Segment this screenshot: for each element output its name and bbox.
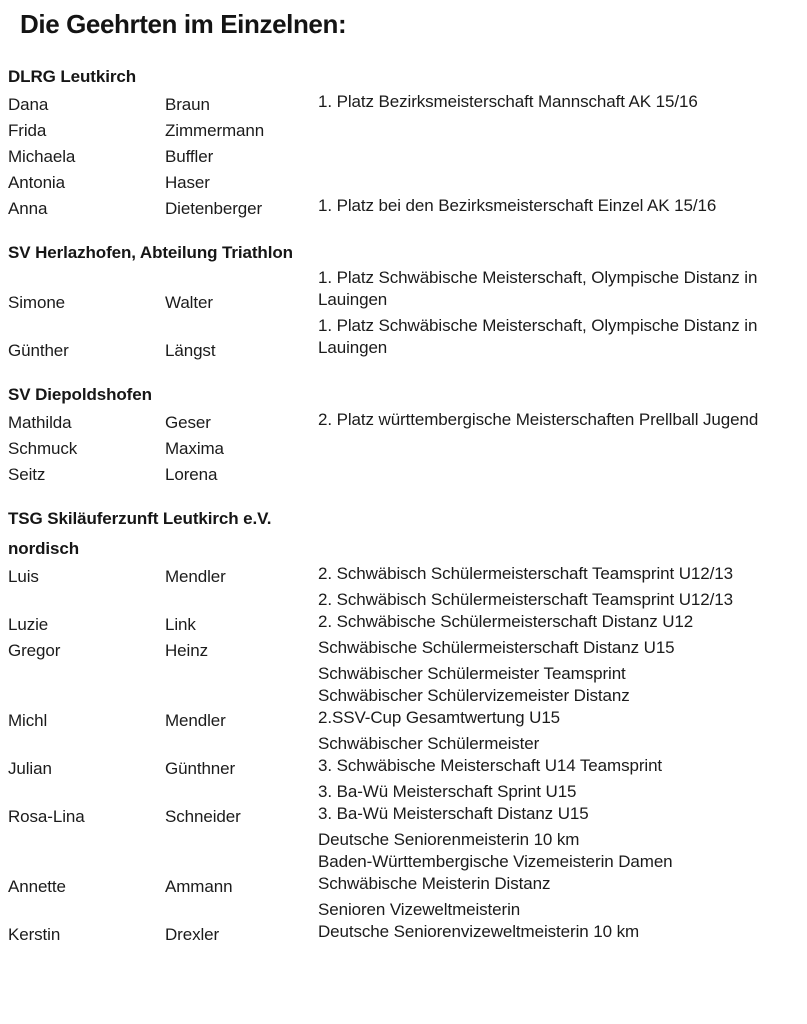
achievement: Baden-Württembergische Vizemeisterin Damen — [318, 852, 673, 871]
achievement: 3. Ba-Wü Meisterschaft Sprint U15 — [318, 782, 577, 801]
last-name: Mendler — [165, 711, 226, 730]
achievement: 1. Platz bei den Bezirksmeisterschaft Einzel AK 15/16 — [318, 196, 717, 215]
last-name: Maxima — [165, 439, 224, 458]
last-name: Lorena — [165, 465, 218, 484]
first-name: Michl — [8, 711, 48, 730]
first-name: Antonia — [8, 173, 65, 192]
club-section — [8, 384, 805, 486]
achievement: 3. Ba-Wü Meisterschaft Distanz U15 — [318, 804, 589, 823]
club-name-heading: DLRG Leutkirch — [8, 67, 137, 86]
club-section — [8, 66, 805, 220]
achievement: Schwäbischer Schülermeister Teamsprint — [318, 664, 626, 683]
page-title: Die Geehrten im Einzelnen: — [20, 9, 347, 39]
first-name: Mathilda — [8, 413, 72, 432]
achievement: 1. Platz Bezirksmeisterschaft Mannschaft AK 15/16 — [318, 92, 698, 111]
first-name: Seitz — [8, 465, 46, 484]
achievement: Schwäbischer Schülervizemeister Distanz — [318, 686, 630, 705]
last-name: Haser — [165, 173, 210, 192]
achievement-list — [318, 663, 805, 729]
achievement-list — [318, 195, 805, 217]
honoree-row — [8, 270, 805, 314]
first-name: Dana — [8, 95, 49, 114]
last-name: Drexler — [165, 925, 220, 944]
achievement: Schwäbischer Schülermeister — [318, 734, 540, 753]
achievement: 1. Platz Schwäbische Meisterschaft, Olympische Distanz in Lauingen — [318, 268, 758, 309]
achievement-list — [318, 267, 805, 311]
club-section — [8, 242, 805, 362]
last-name: Dietenberger — [165, 199, 263, 218]
achievement-list — [318, 315, 805, 359]
honoree-row — [8, 464, 805, 486]
first-name: Frida — [8, 121, 47, 140]
honoree-row — [8, 412, 805, 434]
achievement-list — [318, 829, 805, 895]
achievement: 2.SSV-Cup Gesamtwertung U15 — [318, 708, 561, 727]
first-name: Luzie — [8, 615, 49, 634]
first-name: Julian — [8, 759, 52, 778]
honoree-sections — [8, 66, 805, 946]
achievement: Senioren Vizeweltmeisterin — [318, 900, 521, 919]
achievement-list — [318, 563, 805, 585]
achievement: Schwäbische Meisterin Distanz — [318, 874, 551, 893]
honoree-row — [8, 902, 805, 946]
honoree-list — [8, 270, 805, 362]
honoree-list — [8, 412, 805, 486]
first-name: Luis — [8, 567, 39, 586]
honoree-row — [8, 784, 805, 828]
last-name: Schneider — [165, 807, 241, 826]
club-name-heading: SV Diepoldshofen — [8, 385, 152, 404]
last-name: Heinz — [165, 641, 208, 660]
achievement-list — [318, 589, 805, 633]
achievement-list — [318, 409, 805, 431]
honoree-row — [8, 640, 805, 662]
achievement: Deutsche Seniorenvizeweltmeisterin 10 km — [318, 922, 640, 941]
achievement: 1. Platz Schwäbische Meisterschaft, Olympische Distanz in Lauingen — [318, 316, 758, 357]
club-name-heading: SV Herlazhofen, Abteilung Triathlon — [8, 243, 293, 262]
honoree-row — [8, 736, 805, 780]
achievement: 3. Schwäbische Meisterschaft U14 Teamsprint — [318, 756, 663, 775]
honoree-row — [8, 438, 805, 460]
last-name: Walter — [165, 293, 213, 312]
honoree-row — [8, 318, 805, 362]
honoree-row — [8, 832, 805, 898]
achievement-list — [318, 899, 805, 943]
last-name: Link — [165, 615, 196, 634]
honoree-list — [8, 566, 805, 946]
first-name: Gregor — [8, 641, 61, 660]
first-name: Günther — [8, 341, 69, 360]
achievement-list — [318, 781, 805, 825]
discipline-subheading: nordisch — [8, 539, 79, 558]
honoree-row — [8, 666, 805, 732]
last-name: Buffler — [165, 147, 214, 166]
achievement: 2. Platz württembergische Meisterschaften Prellball Jugend — [318, 410, 759, 429]
achievement-list — [318, 733, 805, 777]
last-name: Längst — [165, 341, 216, 360]
club-name-heading: TSG Skiläuferzunft Leutkirch e.V. — [8, 509, 272, 528]
achievement: 2. Schwäbisch Schülermeisterschaft Teamsprint U12/13 — [318, 564, 733, 583]
achievement-list — [318, 91, 805, 113]
honoree-row — [8, 592, 805, 636]
first-name: Rosa-Lina — [8, 807, 85, 826]
honoree-row — [8, 94, 805, 116]
first-name: Simone — [8, 293, 66, 312]
honoree-row — [8, 198, 805, 220]
honoree-row — [8, 146, 805, 168]
last-name: Zimmermann — [165, 121, 265, 140]
last-name: Geser — [165, 413, 211, 432]
honoree-list — [8, 94, 805, 220]
first-name: Schmuck — [8, 439, 78, 458]
achievement: 2. Schwäbische Schülermeisterschaft Distanz U12 — [318, 612, 694, 631]
first-name: Annette — [8, 877, 66, 896]
last-name: Mendler — [165, 567, 226, 586]
achievement: Schwäbische Schülermeisterschaft Distanz U15 — [318, 638, 675, 657]
achievement: Deutsche Seniorenmeisterin 10 km — [318, 830, 580, 849]
achievement: 2. Schwäbisch Schülermeisterschaft Teamsprint U12/13 — [318, 590, 733, 609]
last-name: Günthner — [165, 759, 236, 778]
club-section — [8, 508, 805, 946]
first-name: Michaela — [8, 147, 76, 166]
honoree-row — [8, 172, 805, 194]
first-name: Anna — [8, 199, 48, 218]
first-name: Kerstin — [8, 925, 61, 944]
honoree-row — [8, 566, 805, 588]
last-name: Ammann — [165, 877, 233, 896]
honoree-row — [8, 120, 805, 142]
achievement-list — [318, 637, 805, 659]
last-name: Braun — [165, 95, 210, 114]
